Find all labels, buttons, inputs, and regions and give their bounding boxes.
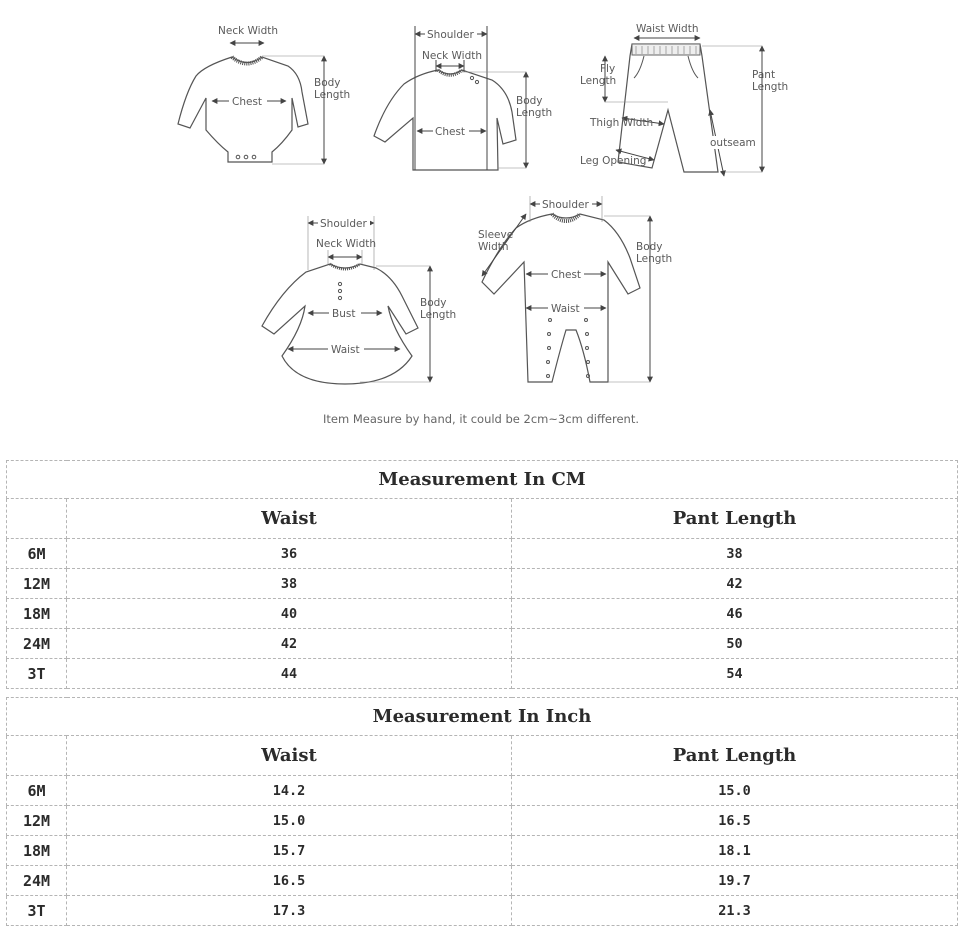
size-cell: 6M [7,776,67,806]
pant-length-cell: 18.1 [512,836,958,866]
header-waist: Waist [67,499,512,539]
romper-illustration [478,196,672,382]
label-body: Body [636,241,663,253]
waist-cell: 14.2 [67,776,512,806]
label-neck-width: Neck Width [316,238,377,250]
table-row [7,866,958,896]
table-row [7,776,958,806]
table-row [7,569,958,599]
size-cell: 18M [7,836,67,866]
measurement-diagram [0,0,962,450]
size-table-inch [6,697,958,926]
measurement-note: Item Measure by hand, it could be 2cm~3cm different. [322,412,640,426]
pant-length-cell: 46 [512,599,958,629]
label-length: Length [516,107,553,119]
waist-cell: 36 [67,539,512,569]
label-fly: Fly [600,63,616,75]
label-body: Body [420,297,447,309]
label-length: Length [420,309,457,321]
header-size [7,736,67,776]
label-fly-length: Length [580,75,617,87]
waist-cell: 16.5 [67,866,512,896]
table-row [7,599,958,629]
waist-cell: 44 [67,659,512,689]
waist-cell: 40 [67,599,512,629]
label-shoulder: Shoulder [427,29,474,41]
pants-illustration [580,23,788,176]
label-body: Body [314,77,341,89]
table-row [7,659,958,689]
label-sleeve: Sleeve [478,229,514,241]
label-pant: Pant [752,69,776,81]
label-pant-length: Length [752,81,789,93]
table-row [7,539,958,569]
sweater-illustration [374,26,552,170]
size-cell: 3T [7,659,67,689]
table-title: Measurement In CM [7,461,958,499]
header-size [7,499,67,539]
pant-length-cell: 15.0 [512,776,958,806]
size-table-cm [6,460,958,689]
waist-cell: 15.0 [67,806,512,836]
waist-cell: 42 [67,629,512,659]
size-cell: 3T [7,896,67,926]
size-cell: 6M [7,539,67,569]
label-thigh-width: Thigh Width [590,117,654,129]
pant-length-cell: 38 [512,539,958,569]
label-chest: Chest [435,126,466,138]
label-outseam: outseam [710,137,756,149]
header-waist: Waist [67,736,512,776]
pant-length-cell: 50 [512,629,958,659]
table-row [7,806,958,836]
table-row [7,629,958,659]
table-row [7,896,958,926]
size-cell: 24M [7,629,67,659]
label-shoulder: Shoulder [542,199,589,211]
label-waist-width: Waist Width [636,23,699,35]
label-chest: Chest [232,96,263,108]
size-cell: 12M [7,806,67,836]
size-cell: 18M [7,599,67,629]
garment-illustrations [0,0,962,450]
label-bust: Bust [332,308,356,320]
label-chest: Chest [551,269,582,281]
pant-length-cell: 16.5 [512,806,958,836]
header-pant-length: Pant Length [512,736,958,776]
bodysuit-illustration [178,25,350,164]
label-sleeve-width: Width [478,241,509,253]
header-pant-length: Pant Length [512,499,958,539]
table-title: Measurement In Inch [7,698,958,736]
waist-cell: 15.7 [67,836,512,866]
pant-length-cell: 19.7 [512,866,958,896]
label-length: Length [314,89,351,101]
label-shoulder: Shoulder [320,218,367,230]
size-cell: 12M [7,569,67,599]
dress-illustration [262,216,456,384]
table-row [7,836,958,866]
pant-length-cell: 42 [512,569,958,599]
label-neck-width: Neck Width [218,25,279,37]
size-cell: 24M [7,866,67,896]
pant-length-cell: 21.3 [512,896,958,926]
label-waist: Waist [331,344,360,356]
waist-cell: 38 [67,569,512,599]
pant-length-cell: 54 [512,659,958,689]
waist-cell: 17.3 [67,896,512,926]
label-body: Body [516,95,543,107]
label-length: Length [636,253,673,265]
label-waist: Waist [551,303,580,315]
label-neck-width: Neck Width [422,50,483,62]
label-leg-opening: Leg Opening [580,155,647,167]
